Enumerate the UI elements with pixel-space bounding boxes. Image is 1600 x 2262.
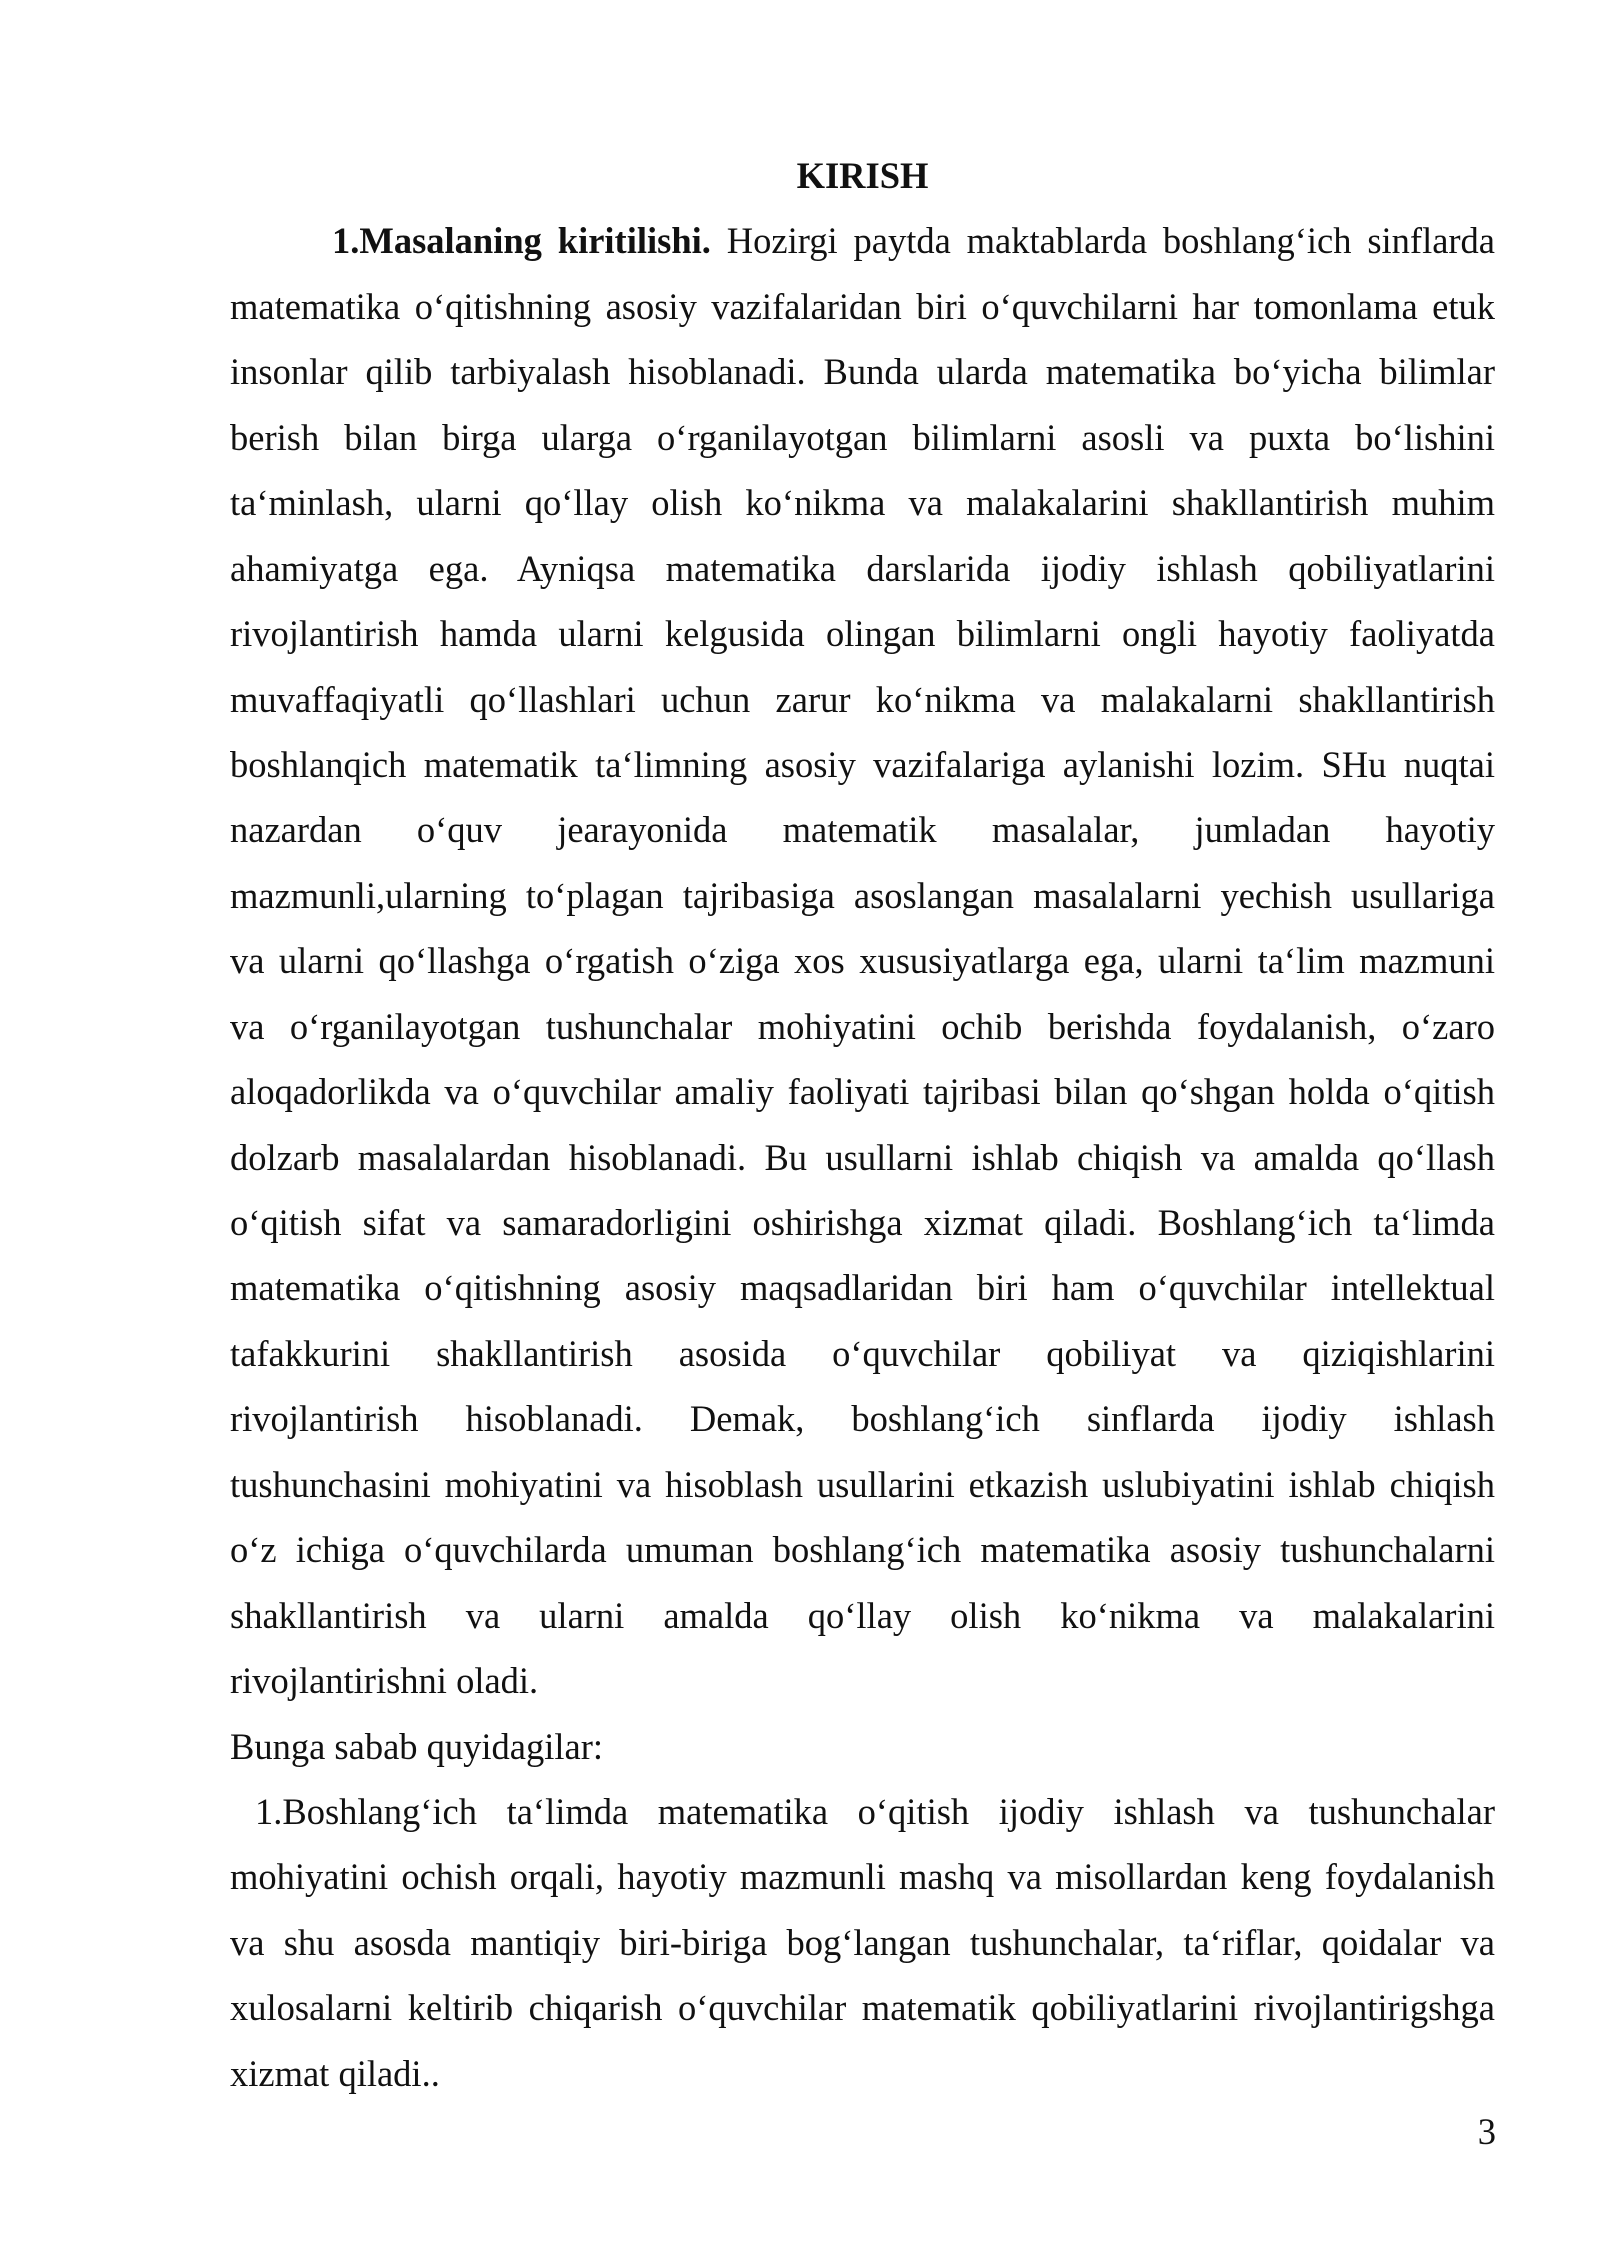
text-line: va o‘rganilayotgan tushunchalar mohiyatini ochib berishda foydalanish, o‘zaro (230, 1005, 1495, 1047)
subsection-heading: 1.Masalaning kiritilishi. (332, 220, 711, 262)
text-line: rivojlantirishni oladi. (230, 1660, 539, 1702)
page-content (230, 143, 1495, 2106)
text-line: berish bilan birga ularga o‘rganilayotgan bilimlarni asosli va puxta bo‘lishini (230, 416, 1495, 458)
text-line (230, 208, 1495, 273)
text-line: muvaffaqiyatli qo‘llashlari uchun zarur ko‘nikma va malakalarni shakllantirish (230, 678, 1495, 720)
text-line: dolzarb masalalardan hisoblanadi. Bu usullarni ishlab chiqish va amalda qo‘llash (230, 1136, 1495, 1178)
text-line: ahamiyatga ega. Ayniqsa matematika darslarida ijodiy ishlash qobiliyatlarini (230, 547, 1495, 589)
section-title: KIRISH (796, 155, 929, 196)
text-line: mazmunli,ularning to‘plagan tajribasiga asoslangan masalalarni yechish usullariga (230, 874, 1495, 916)
text-line: 1.Boshlang‘ich ta‘limda matematika o‘qitish ijodiy ishlash va tushunchalar (255, 1790, 1495, 1832)
text-line: tafakkurini shakllantirish asosida o‘quvchilar qobiliyat va qiziqishlarini (230, 1332, 1495, 1374)
text-line: xizmat qiladi.. (230, 2052, 440, 2094)
reasons-intro: Bunga sabab quyidagilar: (230, 1725, 604, 1767)
text-line: tushunchasini mohiyatini va hisoblash usullarini etkazish uslubiyatini ishlab chiqish (230, 1463, 1495, 1505)
text-line: o‘z ichiga o‘quvchilarda umuman boshlang‘ich matematika asosiy tushunchalarni (230, 1529, 1495, 1571)
reason-list-item (230, 1779, 1495, 2106)
text-line: va shu asosda mantiqiy biri-biriga bog‘langan tushunchalar, ta‘riflar, qoidalar va (230, 1921, 1495, 1963)
text-line: nazardan o‘quv jearayonida matematik masalalar, jumladan hayotiy (230, 809, 1495, 851)
text-line: matematika o‘qitishning asosiy maqsadlaridan biri ham o‘quvchilar intellektual (230, 1267, 1495, 1309)
text-line: shakllantirish va ularni amalda qo‘llay olish ko‘nikma va malakalarini (230, 1594, 1495, 1636)
text-line: xulosalarni keltirib chiqarish o‘quvchilar matematik qobiliyatlarini rivojlantirigshga (230, 1987, 1495, 2029)
text-line: ta‘minlash, ularni qo‘llay olish ko‘nikma va malakalarini shakllantirish muhim (230, 482, 1495, 524)
text-line-content: Hozirgi paytda maktablarda boshlang‘ich sinflarda (726, 220, 1495, 262)
text-line: o‘qitish sifat va samaradorligini oshirishga xizmat qiladi. Boshlang‘ich ta‘limda (230, 1202, 1495, 1243)
text-line: aloqadorlikda va o‘quvchilar amaliy faoliyati tajribasi bilan qo‘shgan holda o‘qitish (230, 1071, 1495, 1113)
intro-paragraph (230, 208, 1495, 1713)
text-line: rivojlantirish hisoblanadi. Demak, boshlang‘ich sinflarda ijodiy ishlash (230, 1398, 1495, 1440)
text-line: mohiyatini ochish orqali, hayotiy mazmunli mashq va misollardan keng foydalanish (230, 1856, 1495, 1898)
page-number: 3 (1477, 2111, 1496, 2152)
text-line: va ularni qo‘llashga o‘rgatish o‘ziga xos xususiyatlarga ega, ularni ta‘lim mazmuni (230, 940, 1495, 982)
text-line: boshlanqich matematik ta‘limning asosiy vazifalariga aylanishi lozim. SHu nuqtai (230, 743, 1495, 785)
text-line: matematika o‘qitishning asosiy vazifalaridan biri o‘quvchilarni har tomonlama etuk (230, 285, 1495, 327)
text-line: rivojlantirish hamda ularni kelgusida olingan bilimlarni ongli hayotiy faoliyatda (230, 613, 1495, 655)
text-line: insonlar qilib tarbiyalash hisoblanadi. Bunda ularda matematika bo‘yicha bilimlar (230, 351, 1495, 393)
